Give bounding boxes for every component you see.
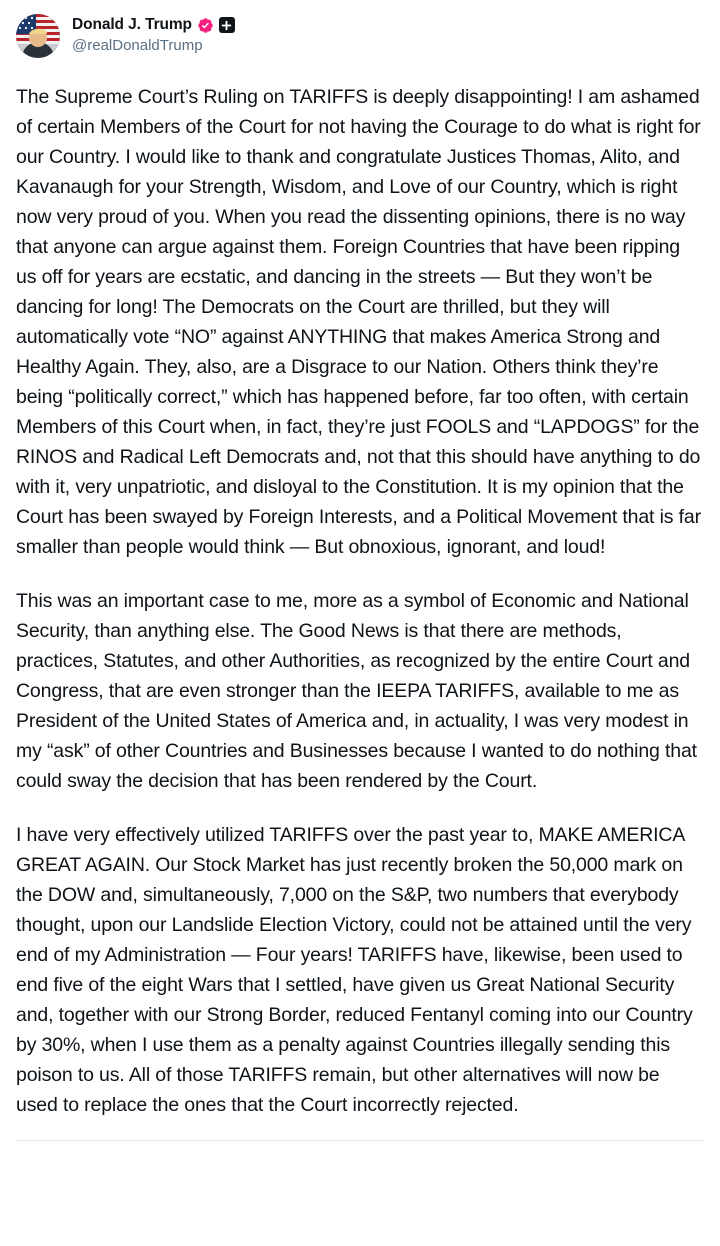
- post-divider: [16, 1140, 704, 1142]
- author-display-name[interactable]: Donald J. Trump: [72, 16, 192, 33]
- verified-badge-icon: [197, 17, 214, 34]
- author-handle[interactable]: @realDonaldTrump: [72, 37, 203, 54]
- author-name-row: [72, 15, 235, 35]
- author-identity: [72, 14, 235, 56]
- affiliate-badge-icon[interactable]: [219, 17, 235, 33]
- post-header: [16, 14, 704, 64]
- post-body: [16, 64, 704, 1120]
- avatar[interactable]: [16, 14, 60, 58]
- post-paragraph: I have very effectively utilized TARIFFS over the past year to, MAKE AMERICA GREAT AGAIN. Our Stock Market has just recently broken the 50,000 mark on the DOW and, simultaneously, 7,000 on the S&P, two numbers that everybody thought, upon our Landslide Election Victory, could not be attained until the very end of my Administration — Four years! TARIFFS have, likewise, been used to end five of the eight Wars that I settled, have given us Great National Security and, together with our Strong Border, reduced Fentanyl coming into our Country by 30%, when I use them as a penalty against Countries illegally sending this poison to us. All of those TARIFFS remain, but other alternatives will now be used to replace the ones that the Court incorrectly rejected.: [16, 824, 693, 1116]
- post-paragraph: This was an important case to me, more as a symbol of Economic and National Security, than anything else. The Good News is that there are methods, practices, Statutes, and other Authorities, as recognized by the entire Court and Congress, that are even stronger than the IEEPA TARIFFS, available to me as President of the United States of America and, in actuality, I was very modest in my “ask” of other Countries and Businesses because I wanted to do nothing that could sway the decision that has been rendered by the Court.: [16, 590, 697, 792]
- post-paragraph: The Supreme Court’s Ruling on TARIFFS is deeply disappointing! I am ashamed of certain Members of the Court for not having the Courage to do what is right for our Country. I would like to thank and congratulate Justices Thomas, Alito, and Kavanaugh for your Strength, Wisdom, and Love of our Country, which is right now very proud of you. When you read the dissenting opinions, there is no way that anyone can argue against them. Foreign Countries that have been ripping us off for years are ecstatic, and dancing in the streets — But they won’t be dancing for long! The Democrats on the Court are thrilled, but they will automatically vote “NO” against ANYTHING that makes America Strong and Healthy Again. They, also, are a Disgrace to our Nation. Others think they’re being “politically correct,” which has happened before, far too often, with certain Members of this Court when, in fact, they’re just FOOLS and “LAPDOGS” for the RINOS and Radical Left Democrats and, not that this should have anything to do with it, very unpatriotic, and disloyal to the Constitution. It is my opinion that the Court has been swayed by Foreign Interests, and a Political Movement that is far smaller than people would think — But obnoxious, ignorant, and loud!: [16, 86, 701, 558]
